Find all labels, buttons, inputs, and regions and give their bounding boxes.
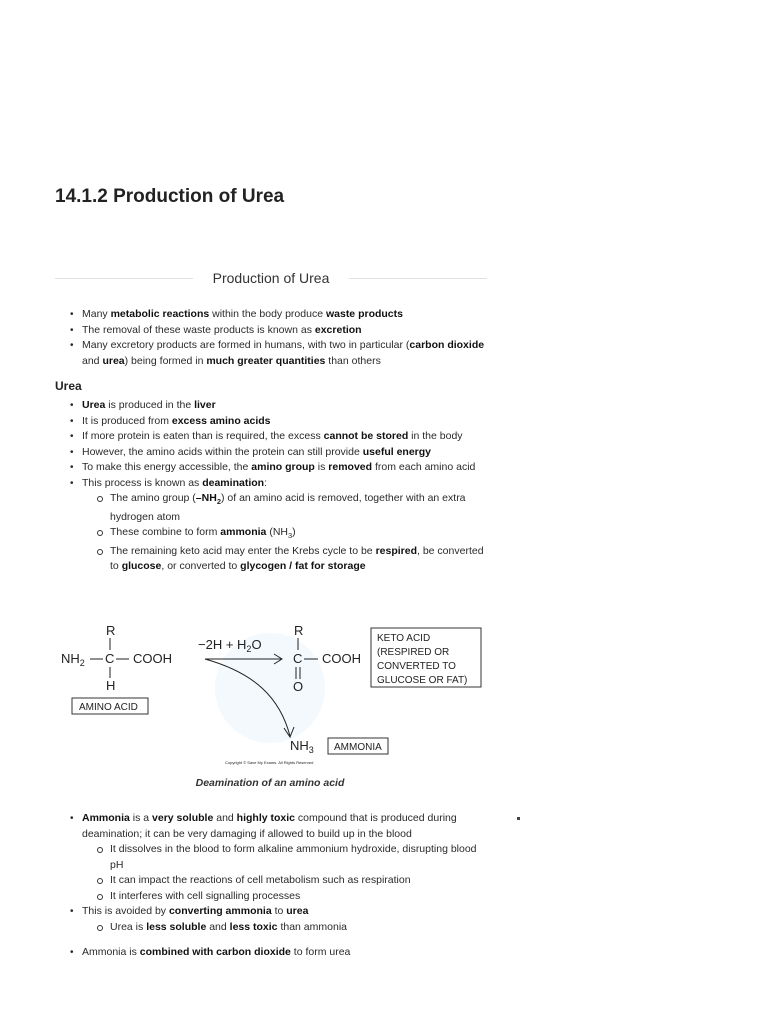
urea-subheading: Urea xyxy=(55,379,82,393)
sub-list-item xyxy=(82,525,490,544)
amino-c-label: C xyxy=(105,651,115,666)
text-run: is xyxy=(314,461,329,473)
text-run: compound that is produced during deamination; it can be very damaging if allowed to build up in the blood xyxy=(82,812,457,840)
text-run: 3 xyxy=(288,531,293,541)
list-item xyxy=(70,811,490,904)
divider-left xyxy=(55,278,193,279)
list-item xyxy=(70,945,490,961)
bold-text: waste products xyxy=(325,308,403,320)
text-run: To make this energy accessible, the xyxy=(82,461,252,473)
amino-acid-label: AMINO ACID xyxy=(79,702,138,713)
keto-line-3: CONVERTED TO xyxy=(377,661,456,672)
cooh-label: COOH xyxy=(133,651,172,666)
section-heading-label: Production of Urea xyxy=(212,270,330,286)
bold-text: ammonia xyxy=(220,526,267,539)
list-item xyxy=(70,414,490,430)
text-run: (NH xyxy=(266,526,288,539)
final-bullet-list xyxy=(70,945,490,961)
page-title: 14.1.2 Production of Urea xyxy=(55,186,285,207)
text-run: Many excretory products are formed in humans, with two in particular ( xyxy=(82,339,410,351)
bold-text: carbon dioxide xyxy=(409,339,485,351)
text-run: This is avoided by xyxy=(82,905,169,917)
text-run: It interferes with cell signalling processes xyxy=(110,889,301,902)
bold-text: excretion xyxy=(314,323,362,336)
list-item xyxy=(70,323,490,339)
bold-text: converting ammonia xyxy=(168,905,272,917)
intro-bullet-list xyxy=(70,307,490,369)
text-run: The removal of these waste products is known as xyxy=(82,323,315,336)
text-run: The amino group ( xyxy=(110,492,196,504)
sub-list xyxy=(82,491,490,575)
list-item xyxy=(70,398,490,414)
bold-text: less toxic xyxy=(229,920,278,933)
text-run: It is produced from xyxy=(82,414,172,427)
bold-text: much greater quantities xyxy=(206,354,326,367)
bold-text: less soluble xyxy=(146,920,207,933)
bold-text: highly toxic xyxy=(236,812,296,824)
text-run: and xyxy=(213,812,237,824)
text-run: and xyxy=(206,920,230,933)
deamination-svg xyxy=(55,618,485,773)
list-item xyxy=(70,429,490,445)
keto-line-2: (RESPIRED OR xyxy=(377,647,450,658)
list-item xyxy=(70,476,490,575)
deamination-diagram xyxy=(55,618,485,773)
sub-list xyxy=(82,842,490,904)
bold-text: respired xyxy=(375,544,417,557)
bold-text: metabolic reactions xyxy=(110,308,210,320)
text-run: This process is known as xyxy=(82,476,203,489)
bold-text: urea xyxy=(286,905,309,917)
divider-right xyxy=(349,278,487,279)
text-run: than others xyxy=(325,354,381,367)
text-run: than ammonia xyxy=(277,920,347,933)
bold-text: urea xyxy=(102,354,125,367)
diagram-caption: Deamination of an amino acid xyxy=(195,777,345,789)
bold-text: liver xyxy=(194,399,216,411)
bold-text: glycogen / fat for storage xyxy=(240,560,366,573)
bold-text: combined with carbon dioxide xyxy=(139,946,291,958)
sub-list-item xyxy=(82,889,490,905)
keto-r-label: R xyxy=(294,623,304,638)
text-run: in the body xyxy=(408,430,463,442)
text-run: is a xyxy=(129,812,153,824)
bold-text: amino group xyxy=(251,461,315,473)
sub-list xyxy=(82,920,490,936)
bold-text: –NH xyxy=(195,492,217,504)
text-run: : xyxy=(264,476,267,489)
o-label: O xyxy=(293,679,304,694)
sub-list-item xyxy=(82,873,490,889)
text-run: , be converted to xyxy=(110,544,484,573)
ammonia-bullet-list xyxy=(70,811,490,935)
urea-bullet-list xyxy=(70,398,490,575)
ammonia-label: AMMONIA xyxy=(334,742,382,753)
bold-text: useful energy xyxy=(362,445,432,458)
text-run: within the body produce xyxy=(209,308,326,320)
h-label: H xyxy=(106,678,116,693)
text-run: from each amino acid xyxy=(372,461,476,473)
text-run: Urea is xyxy=(110,920,147,933)
text-run: If more protein is eaten than is required, the excess xyxy=(82,430,324,442)
sub-list-item xyxy=(82,544,490,575)
bold-text: Ammonia xyxy=(82,812,130,824)
text-run: Many xyxy=(82,308,111,320)
stray-mark xyxy=(517,817,520,820)
list-item xyxy=(70,338,490,369)
bold-text: deamination xyxy=(202,476,265,489)
text-run: Ammonia is xyxy=(82,946,140,958)
sub-list-item xyxy=(82,920,490,936)
text-run: is produced in the xyxy=(105,399,195,411)
keto-c-label: C xyxy=(293,651,303,666)
text-run: ) xyxy=(292,526,296,539)
text-run: It can impact the reactions of cell metabolism such as respiration xyxy=(110,874,411,886)
list-item xyxy=(70,904,490,935)
bold-text: excess amino acids xyxy=(171,414,271,427)
list-item xyxy=(70,460,490,476)
bold-text: very soluble xyxy=(152,812,214,824)
text-run: These combine to form xyxy=(110,526,221,539)
keto-line-1: KETO ACID xyxy=(377,633,431,644)
bold-text: Urea xyxy=(82,399,106,411)
keto-line-4: GLUCOSE OR FAT) xyxy=(377,675,468,686)
bold-text: glucose xyxy=(121,560,162,573)
sub-list-item xyxy=(82,491,490,525)
text-run: and xyxy=(82,354,103,367)
cooh-label-2: COOH xyxy=(322,651,361,666)
nh3-label: $NH_3$ xyxy=(290,738,314,755)
bold-text: removed xyxy=(328,461,373,473)
amino-r-label: R xyxy=(106,623,116,638)
text-run: to xyxy=(271,905,287,917)
bold-text: 2 xyxy=(216,497,221,507)
reagent-label: $-2H + H_2O$ xyxy=(198,637,262,654)
sub-list-item xyxy=(82,842,490,873)
text-run: ) of an amino acid is removed, together with an extra hydrogen atom xyxy=(110,492,466,523)
text-run: ) being formed in xyxy=(124,354,207,367)
text-run: However, the amino acids within the protein can still provide xyxy=(82,445,363,458)
text-run: The remaining keto acid may enter the Krebs cycle to be xyxy=(110,544,376,557)
list-item xyxy=(70,445,490,461)
text-run: It dissolves in the blood to form alkaline ammonium hydroxide, disrupting blood pH xyxy=(110,843,477,871)
list-item xyxy=(70,307,490,323)
bold-text: cannot be stored xyxy=(323,430,409,442)
text-run: , or converted to xyxy=(161,560,241,573)
section-heading xyxy=(55,268,487,288)
text-run: to form urea xyxy=(290,946,351,958)
nh2-label: $NH_2$ xyxy=(61,651,85,668)
copyright-text: Copyright © Save My Exams. All Rights Reserved xyxy=(225,760,314,765)
